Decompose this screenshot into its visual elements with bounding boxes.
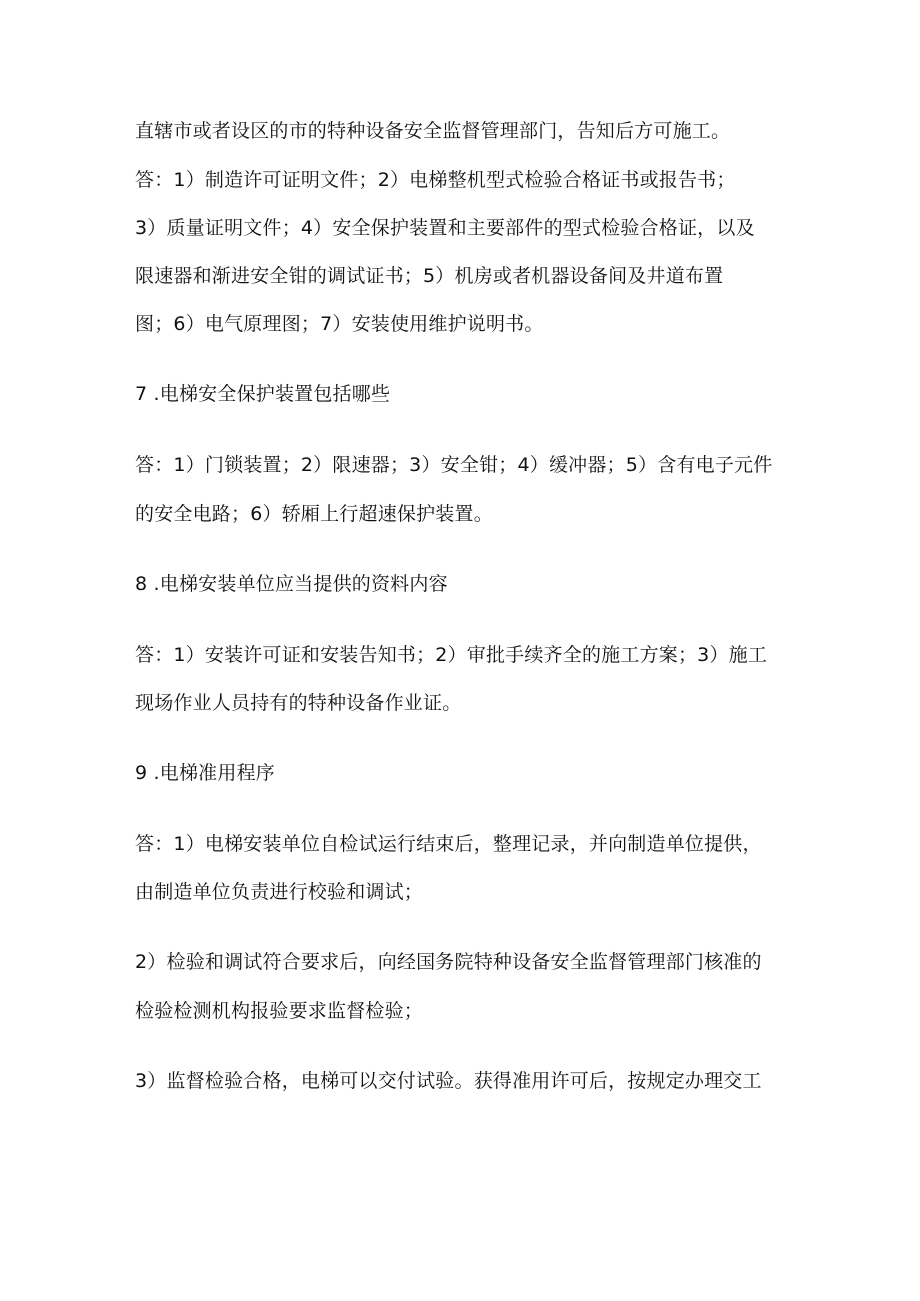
text-line: 3）质量证明文件；4）安全保护装置和主要部件的型式检验合格证，以及: [135, 217, 755, 239]
answer-line: 答：1）电梯安装单位自检试运行结束后，整理记录，并向制造单位提供，: [135, 833, 762, 855]
text-line: 图；6）电气原理图；7）安装使用维护说明书。: [135, 313, 544, 335]
answer-line: 答：1）门锁装置；2）限速器；3）安全钳；4）缓冲器；5）含有电子元件: [135, 454, 773, 476]
text-line: 直辖市或者设区的市的特种设备安全监督管理部门，告知后方可施工。: [135, 120, 731, 142]
text-line: 限速器和渐进安全钳的调试证书；5）机房或者机器设备间及井道布置: [135, 265, 724, 287]
text-line: 由制造单位负责进行校验和调试；: [135, 881, 424, 903]
text-line: 3）监督检验合格，电梯可以交付试验。获得准用许可后，按规定办理交工: [135, 1070, 762, 1092]
text-line: 2）检验和调试符合要求后，向经国务院特种设备安全监督管理部门核准的: [135, 951, 762, 973]
question-heading: 7 .电梯安全保护装置包括哪些: [135, 383, 391, 405]
text-line: 检验检测机构报验要求监督检验；: [135, 1000, 424, 1022]
question-heading: 8 .电梯安装单位应当提供的资料内容: [135, 573, 448, 595]
answer-line: 答：1）制造许可证明文件；2）电梯整机型式检验合格证书或报告书；: [135, 169, 736, 191]
answer-line: 答：1）安装许可证和安装告知书；2）审批手续齐全的施工方案；3）施工: [135, 644, 768, 666]
text-line: 的安全电路；6）轿厢上行超速保护装置。: [135, 503, 493, 525]
text-line: 现场作业人员持有的特种设备作业证。: [135, 692, 462, 714]
question-heading: 9 .电梯准用程序: [135, 762, 275, 784]
